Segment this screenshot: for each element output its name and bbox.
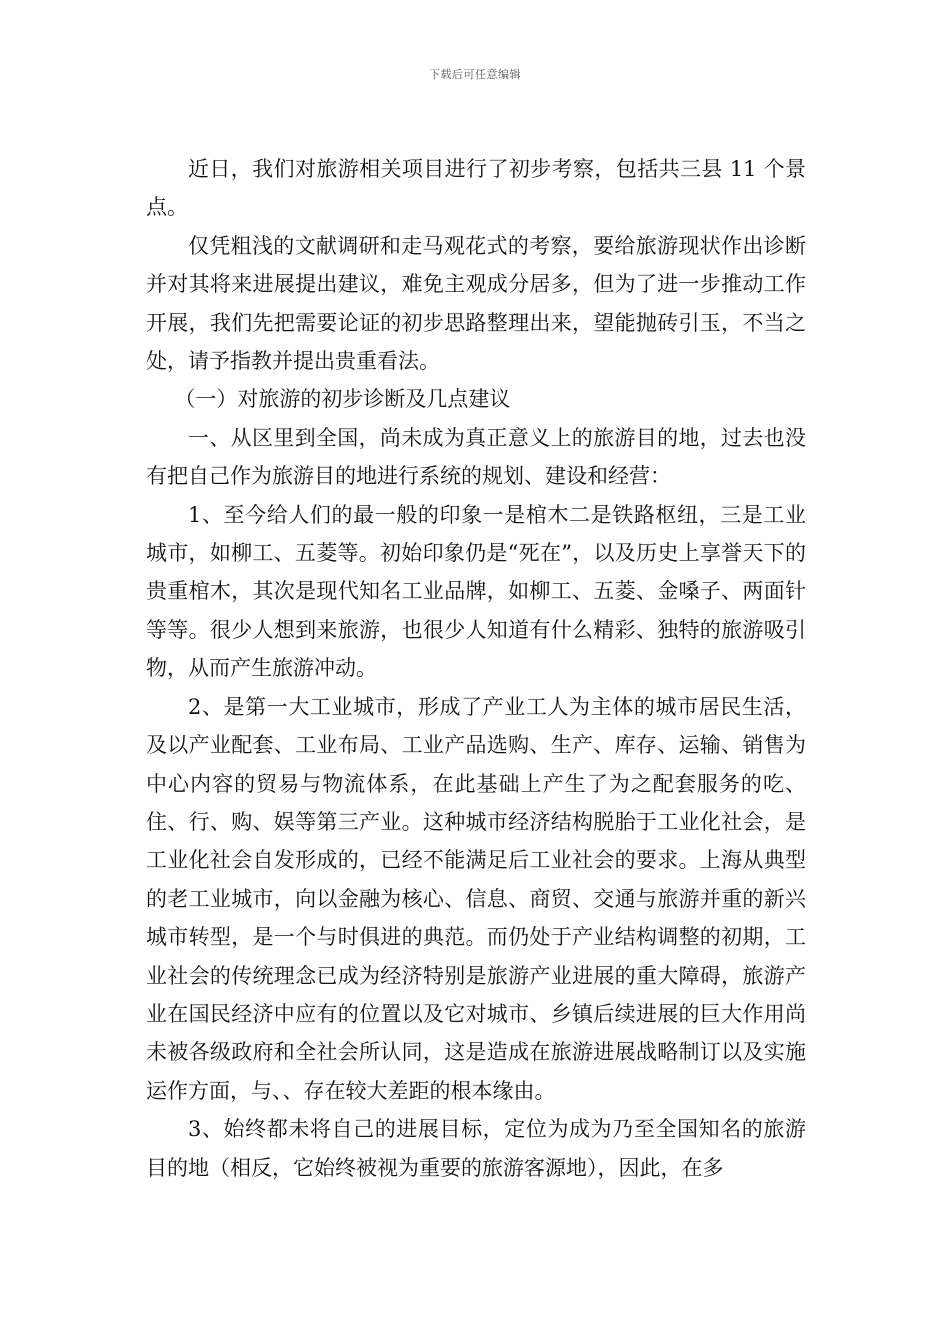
paragraph-item-2: 2、是第一大工业城市，形成了产业工人为主体的城市居民生活，及以产业配套、工业布局、工业产品选购、生产、库存、运输、销售为中心内容的贸易与物流体系，在此基础上产生了为之配套服务的吃、住、行、购、娱等第三产业。这种城市经济结构脱胎于工业化社会，是工业化社会自发形成的，已经不能满足后工业社会的要求。上海从典型的老工业城市，向以金融为核心、信息、商贸、交通与旅游并重的新兴城市转型，是一个与时俱进的典范。而仍处于产业结构调整的初期，工业社会的传统理念已成为经济特别是旅游产业进展的重大障碍，旅游产业在国民经济中应有的位置以及它对城市、乡镇后续进展的巨大作用尚未被各级政府和全社会所认同，这是造成在旅游进展战略制订以及实施运作方面，与、、存在较大差距的根本缘由。 — [146, 694, 806, 1103]
paragraph-intro: 近日，我们对旅游相关项目进行了初步考察，包括共三县 11 个景点。 — [146, 157, 806, 220]
section-heading: （一）对旅游的初步诊断及几点建议 — [174, 387, 511, 412]
document-body — [146, 150, 806, 1187]
paragraph-item-1: 1、至今给人们的最一般的印象一是棺木二是铁路枢纽，三是工业城市，如柳工、五菱等。初始印象仍是“死在”，以及历史上享誉天下的贵重棺木，其次是现代知名工业品牌，如柳工、五菱、金嗓子、两面针等等。很少人想到来旅游，也很少人知道有什么精彩、独特的旅游吸引物，从而产生旅游冲动。 — [146, 502, 806, 681]
paragraph-preface: 仅凭粗浅的文献调研和走马观花式的考察，要给旅游现状作出诊断并对其将来进展提出建议，难免主观成分居多，但为了进一步推动工作开展，我们先把需要论证的初步思路整理出来，望能抛砖引玉，不当之处，请予指教并提出贵重看法。 — [146, 233, 806, 374]
paragraph-item-3: 3、始终都未将自己的进展目标，定位为成为乃至全国知名的旅游目的地（相反，它始终被视为重要的旅游客源地），因此，在多 — [146, 1117, 806, 1180]
page-header-note: 下载后可任意编辑 — [429, 68, 521, 81]
paragraph-point-one: 一、从区里到全国，尚未成为真正意义上的旅游目的地，过去也没有把自己作为旅游目的地进行系统的规划、建设和经营： — [146, 425, 806, 489]
